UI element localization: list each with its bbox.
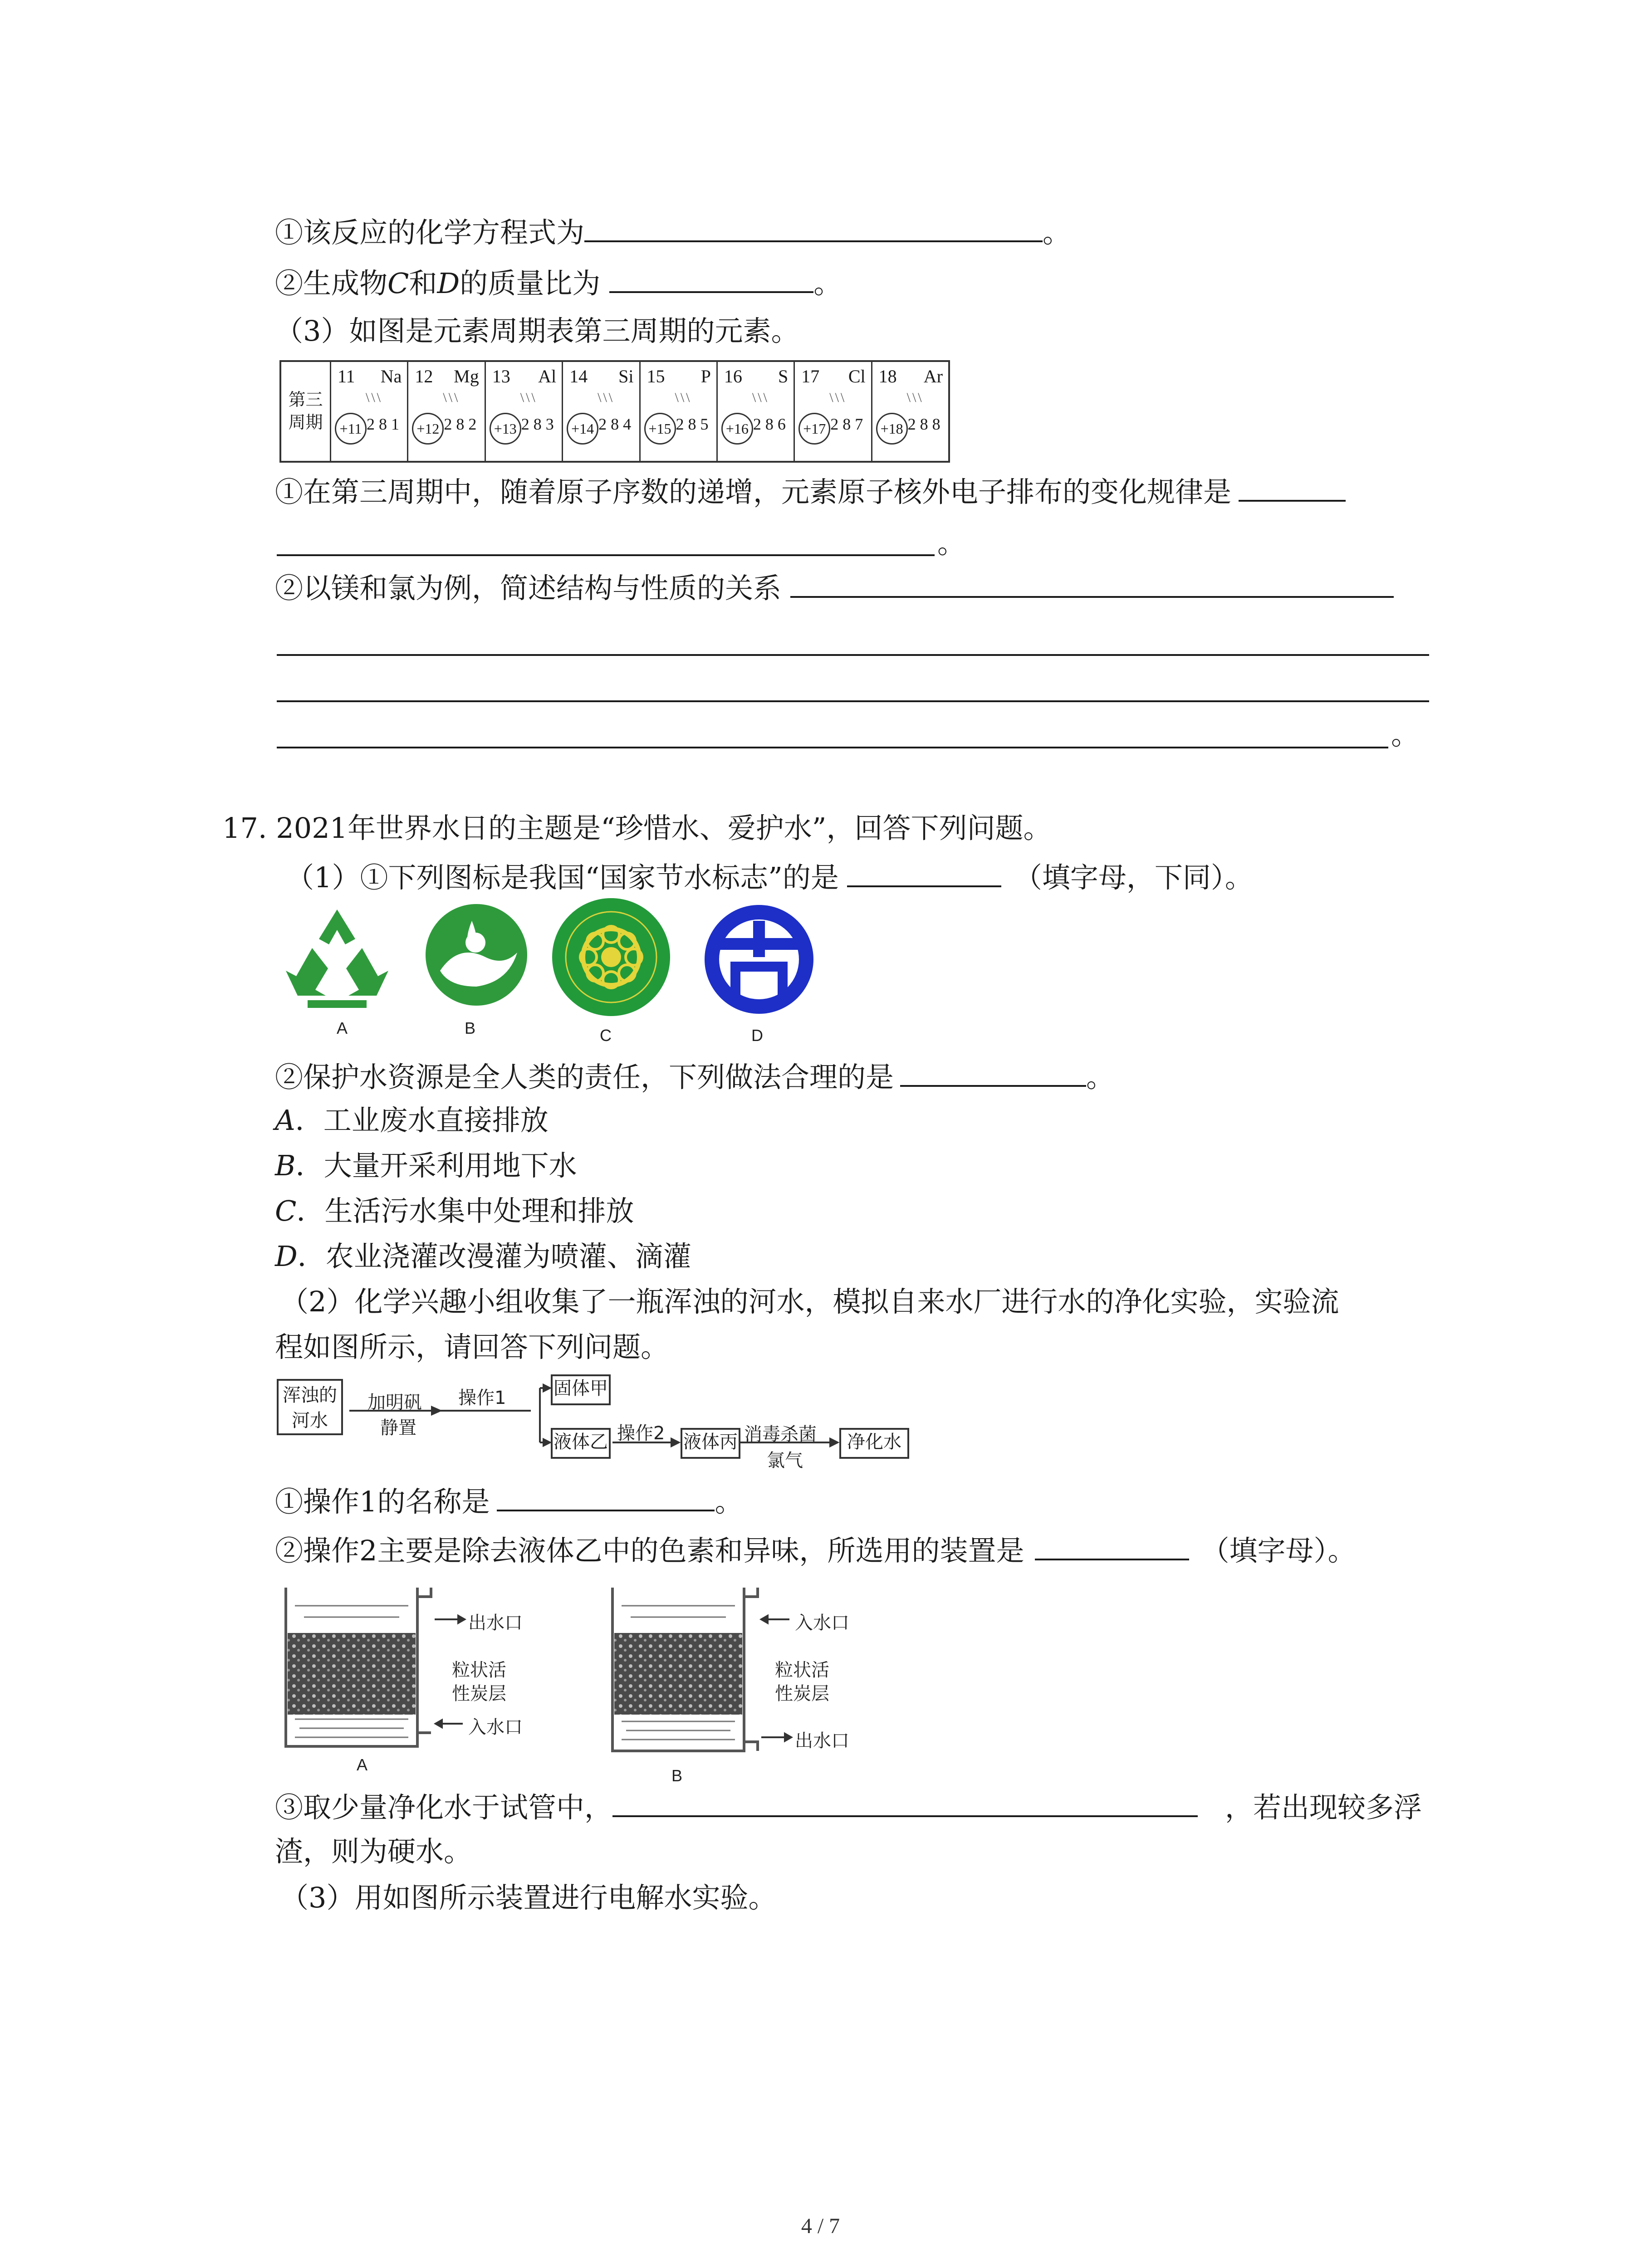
atomic-number: 16 — [724, 366, 742, 386]
electron-shells: 2 8 4 — [598, 415, 632, 433]
water-saving-logo-icon — [702, 903, 816, 1016]
rule-answer-blank-1[interactable] — [1239, 472, 1346, 502]
electron-shells: 2 8 5 — [676, 415, 709, 433]
icon-letter-c: C — [600, 1026, 612, 1045]
icon-letter-d: D — [751, 1026, 763, 1045]
electron-shells: 2 8 6 — [753, 415, 786, 433]
period-label — [281, 362, 331, 461]
equation-question — [275, 212, 1071, 251]
flow-chlorine: 氯气 — [767, 1450, 803, 1471]
op2-prefix: ②操作2主要是除去液体乙中的色素和异味，所选用的装置是 — [275, 1534, 1024, 1567]
op1-prefix: ①操作1的名称是 — [275, 1485, 490, 1518]
period-three-table — [279, 360, 950, 463]
element-symbol: Cl — [848, 366, 866, 386]
rule-suffix: 。 — [937, 527, 966, 560]
element-cell — [407, 362, 484, 461]
element-symbol: Na — [380, 366, 402, 386]
part1-suffix: （填字母，下同）。 — [1014, 861, 1253, 894]
option-c-letter: C — [275, 1194, 297, 1227]
q17-stem: 17. 2021年世界水日的主题是“珍惜水、爱护水”，回答下列问题。 — [222, 811, 1052, 845]
atomic-number: 18 — [878, 366, 897, 386]
electron-shells: 2 8 1 — [367, 415, 399, 433]
device-b-layer-line2: 性炭层 — [775, 1683, 829, 1704]
var-d: D — [437, 267, 460, 300]
nucleus-circle: +12 — [412, 413, 444, 445]
device-a-outlet: 出水口 — [468, 1613, 523, 1633]
mass-ratio-answer-blank[interactable] — [609, 263, 813, 293]
atomic-number: 15 — [647, 366, 665, 386]
icon-letter-a: A — [337, 1019, 348, 1037]
electron-shell-arcs: \\\ — [443, 390, 460, 405]
flow-river-water — [277, 1379, 343, 1435]
device-b-diagram — [608, 1583, 953, 1792]
electron-shell-arcs: \\\ — [520, 390, 537, 405]
option-d-text: ．农业浇灌改漫灌为喷灌、滴灌 — [297, 1240, 691, 1273]
atomic-number: 14 — [569, 366, 588, 386]
part1-prefix: （1）①下列图标是我国“国家节水标志”的是 — [286, 861, 839, 894]
device-b-outlet: 出水口 — [795, 1730, 849, 1751]
flow-op1: 操作1 — [458, 1388, 506, 1408]
equation-suffix: 。 — [1043, 216, 1071, 249]
element-header — [492, 366, 556, 387]
flow-clean-water: 净化水 — [839, 1428, 909, 1459]
device-a-diagram — [281, 1583, 626, 1783]
element-header — [879, 366, 943, 387]
equation-prefix: ①该反应的化学方程式为 — [275, 216, 585, 249]
electron-shells: 2 8 8 — [907, 415, 941, 433]
flow-step1-bottom: 静置 — [380, 1418, 416, 1438]
purification-flow-diagram — [277, 1374, 921, 1474]
period-label-line1: 第三 — [288, 390, 323, 410]
electron-shell-arcs: \\\ — [366, 390, 383, 405]
electron-shells: 2 8 2 — [444, 415, 477, 433]
option-c[interactable] — [275, 1193, 634, 1229]
page-number: 4 / 7 — [801, 2214, 840, 2238]
flow-liquid-c: 液体丙 — [681, 1428, 740, 1459]
device-a-layer-line2: 性炭层 — [452, 1683, 506, 1704]
element-header — [415, 366, 479, 387]
atomic-number: 17 — [801, 366, 820, 386]
nucleus-circle: +15 — [644, 413, 676, 445]
element-symbol: Mg — [454, 366, 479, 386]
relation-answer-blank-4[interactable] — [277, 747, 1388, 748]
environmental-label-icon — [550, 896, 672, 1018]
relation-answer-blank-1[interactable] — [790, 568, 1394, 598]
nucleus-circle: +16 — [721, 413, 753, 445]
hard-water-answer-blank[interactable] — [612, 1787, 1198, 1817]
element-cell — [331, 362, 407, 461]
electron-shell-arcs: \\\ — [675, 390, 692, 405]
option-a-letter: A — [275, 1104, 295, 1137]
op1-suffix: 。 — [715, 1485, 743, 1518]
protect-suffix: 。 — [1086, 1061, 1115, 1094]
electron-shells: 2 8 3 — [521, 415, 554, 433]
device-a-letter: A — [357, 1755, 368, 1774]
element-header — [724, 366, 788, 387]
mass-rest: 的质量比为 — [460, 267, 601, 300]
op1-question — [275, 1481, 743, 1520]
part3-heading: （3）如图是元素周期表第三周期的元素。 — [275, 314, 799, 347]
element-header — [338, 366, 402, 387]
electron-shell-arcs: \\\ — [829, 390, 847, 405]
element-symbol: P — [700, 366, 711, 386]
hard-suffix: ，若出现较多浮 — [1225, 1791, 1422, 1824]
element-cell — [794, 362, 871, 461]
nucleus-circle: +13 — [490, 413, 521, 445]
protect-question — [275, 1057, 1114, 1095]
relation-answer-blank-2[interactable] — [277, 654, 1429, 656]
op2-suffix: （填字母）。 — [1201, 1534, 1356, 1567]
atomic-number: 12 — [415, 366, 433, 386]
op2-answer-blank[interactable] — [1035, 1530, 1189, 1560]
element-cell — [562, 362, 639, 461]
icon-letter-b: B — [465, 1019, 476, 1037]
element-cells — [331, 362, 948, 461]
device-a-inlet: 入水口 — [468, 1717, 523, 1738]
hard-water-line2: 渣，则为硬水。 — [275, 1835, 472, 1868]
element-header — [569, 366, 633, 387]
equation-answer-blank[interactable] — [584, 212, 1043, 242]
flow-liquid-b: 液体乙 — [551, 1428, 611, 1459]
nucleus-circle: +14 — [567, 413, 598, 445]
nucleus-circle: +17 — [798, 413, 830, 445]
atomic-number: 11 — [338, 366, 355, 386]
q17-part1 — [286, 857, 1253, 896]
protect-prefix: ②保护水资源是全人类的责任，下列做法合理的是 — [275, 1061, 894, 1094]
electron-shell-arcs: \\\ — [752, 390, 769, 405]
option-b-text: ．大量开采利用地下水 — [295, 1149, 577, 1182]
water-drop-logo-icon — [422, 903, 531, 1012]
element-header — [647, 366, 711, 387]
part3-electrolysis: （3）用如图所示装置进行电解水实验。 — [280, 1881, 777, 1914]
flow-op2: 操作2 — [617, 1423, 665, 1444]
nucleus-circle: +11 — [335, 413, 367, 445]
hard-prefix: ③取少量净化水于试管中， — [275, 1791, 613, 1824]
flow-solid-a: 固体甲 — [551, 1374, 611, 1405]
op2-question — [275, 1530, 1356, 1569]
element-symbol: Al — [538, 366, 557, 386]
recycle-icon — [280, 903, 394, 1012]
option-a[interactable] — [275, 1102, 549, 1139]
river-line1: 浑浊的 — [283, 1385, 337, 1406]
flow-disinfect: 消毒杀菌 — [744, 1424, 817, 1445]
element-cell — [639, 362, 716, 461]
flow-step1-top: 加明矾 — [367, 1392, 422, 1413]
electron-shells: 2 8 7 — [830, 415, 863, 433]
option-c-text: ．生活污水集中处理和排放 — [296, 1194, 634, 1227]
protect-answer-blank[interactable] — [900, 1057, 1086, 1087]
mass-suffix: 。 — [813, 267, 842, 300]
element-symbol: Si — [618, 366, 634, 386]
electron-shell-arcs: \\\ — [906, 390, 924, 405]
rule-question-text: ①在第三周期中，随着原子序数的递增，元素原子核外电子排布的变化规律是 — [275, 475, 1232, 508]
option-d-letter: D — [275, 1240, 298, 1273]
element-cell — [716, 362, 794, 461]
device-b-inlet: 入水口 — [795, 1613, 849, 1633]
period-label-line2: 周期 — [288, 412, 323, 432]
relation-answer-blank-3[interactable] — [277, 700, 1429, 702]
nucleus-circle: +18 — [876, 413, 908, 445]
element-header — [801, 366, 865, 387]
element-symbol: Ar — [923, 366, 943, 386]
mass-ratio-question — [275, 263, 842, 302]
part2-line1: （2）化学兴趣小组收集了一瓶浑浊的河水，模拟自来水厂进行水的净化实验，实验流 — [280, 1285, 1339, 1318]
hard-water-question — [275, 1787, 1422, 1826]
relation-question — [275, 568, 1394, 606]
op1-answer-blank[interactable] — [497, 1481, 715, 1511]
rule-question — [275, 472, 1346, 510]
device-a-layer-line1: 粒状活 — [452, 1660, 506, 1681]
element-symbol: S — [778, 366, 789, 386]
option-a-text: ．工业废水直接排放 — [295, 1104, 549, 1137]
option-b[interactable] — [275, 1148, 577, 1184]
mass-prefix: ②生成物 — [275, 267, 388, 300]
device-b-letter: B — [671, 1766, 683, 1785]
atomic-number: 13 — [492, 366, 510, 386]
electron-shell-arcs: \\\ — [598, 390, 615, 405]
element-cell — [871, 362, 948, 461]
option-b-letter: B — [275, 1149, 296, 1182]
rule-answer-blank-2[interactable] — [277, 554, 935, 556]
var-c: C — [387, 267, 409, 300]
mass-and: 和 — [409, 267, 437, 300]
device-b-layer-line1: 粒状活 — [775, 1660, 829, 1681]
logo-answer-blank[interactable] — [847, 857, 1001, 887]
element-cell — [485, 362, 562, 461]
river-line2: 河水 — [292, 1410, 328, 1431]
relation-suffix: 。 — [1391, 718, 1420, 751]
part2-line2: 程如图所示，请回答下列问题。 — [275, 1330, 669, 1364]
option-d[interactable] — [275, 1238, 691, 1275]
relation-question-text: ②以镁和氯为例，简述结构与性质的关系 — [275, 572, 782, 605]
